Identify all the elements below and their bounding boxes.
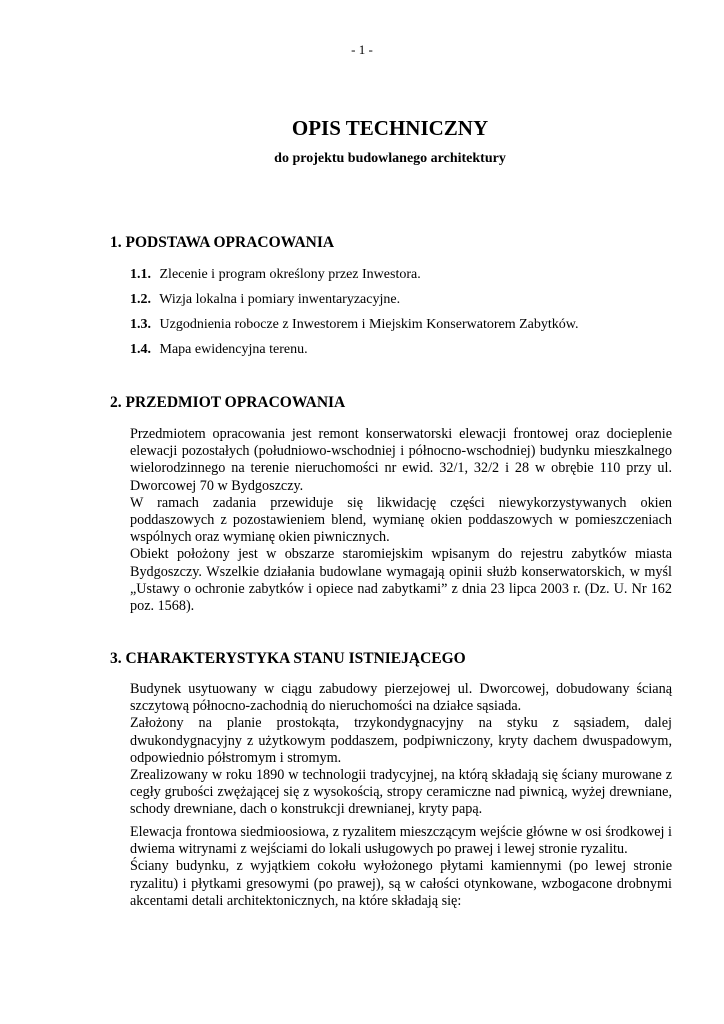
paragraph: W ramach zadania przewiduje się likwidację części niewykorzystywanych okien poddaszowych z pozostawieniem blend, wymianę okien poddaszowych w pomieszczeniach wspólnych oraz wymianę okien piwnicznych. <box>130 494 672 546</box>
section-2-body <box>130 426 672 615</box>
section-3-body-1 <box>130 681 672 819</box>
list-item <box>130 290 400 310</box>
paragraph: Ściany budynku, z wyjątkiem cokołu wyłożonego płytami kamiennymi (po lewej stronie ryzalitu) i płytkami gresowymi (po prawej), są w całości otynkowane, wzbogacone drobnymi akcentami detali architektonicznych, na które składają się: <box>130 858 672 909</box>
section-2-heading: 2. PRZEDMIOT OPRACOWANIA <box>110 394 346 411</box>
list-item-number: 1.1. <box>130 267 151 282</box>
section-1-heading: 1. PODSTAWA OPRACOWANIA <box>110 234 335 251</box>
document-title: OPIS TECHNICZNY <box>291 116 489 140</box>
list-item-text: Wizja lokalna i pomiary inwentaryzacyjne. <box>159 292 401 307</box>
document-subtitle: do projektu budowlanego architektury <box>274 151 506 166</box>
section-3-body-2 <box>130 824 672 910</box>
list-item-text: Uzgodnienia robocze z Inwestorem i Miejskim Konserwatorem Zabytków. <box>159 317 579 332</box>
list-item <box>130 340 308 360</box>
list-item-number: 1.3. <box>130 317 151 332</box>
section-3-heading: 3. CHARAKTERYSTYKA STANU ISTNIEJĄCEGO <box>110 650 466 667</box>
paragraph: Obiekt położony jest w obszarze staromiejskim wpisanym do rejestru zabytków miasta Bydgoszczy. Wszelkie działania budowlane wymagają opinii służb konserwatorskich, w myśl „Ustawy o ochronie zabytków i opiece nad zabytkami” z dnia 23 lipca 2003 r. (Dz. U. Nr 162 poz. 1568). <box>130 546 672 615</box>
list-item-text: Zlecenie i program określony przez Inwestora. <box>159 267 421 282</box>
list-item <box>130 315 578 335</box>
list-item <box>130 265 421 285</box>
paragraph: Budynek usytuowany w ciągu zabudowy pierzejowej ul. Dworcowej, dobudowany ścianą szczytową północno-zachodnią do nieruchomości na działce sąsiada. <box>130 681 672 715</box>
paragraph: Zrealizowany w roku 1890 w technologii tradycyjnej, na którą składają się ściany murowane z cegły grubości zwężającej się z wysokością, stropy ceramiczne nad piwnicą, wyżej drewniane, schody drewniane, dach o konstrukcji drewnianej, kryty papą. <box>130 767 672 818</box>
page-number: - 1 - <box>351 42 373 57</box>
list-item-number: 1.4. <box>130 342 151 357</box>
list-item-text: Mapa ewidencyjna terenu. <box>159 342 308 357</box>
paragraph: Założony na planie prostokąta, trzykondygnacyjny na styku z sąsiadem, dalej dwukondygnacyjny z użytkowym poddaszem, podpiwniczony, kryty dachem dwuspadowym, odpowiednio półstromym i stromym. <box>130 715 672 766</box>
paragraph: Elewacja frontowa siedmioosiowa, z ryzalitem mieszczącym wejście główne w osi środkowej i dwiema witrynami z wejściami do lokali usługowych po prawej i lewej stronie ryzalitu. <box>130 824 672 858</box>
paragraph: Przedmiotem opracowania jest remont konserwatorski elewacji frontowej oraz docieplenie elewacji pozostałych (południowo-wschodniej i północno-wschodniej) budynku mieszkalnego wielorodzinnego na terenie nieruchomości nr ewid. 32/1, 32/2 i 28 w obrębie 110 przy ul. Dworcowej 70 w Bydgoszczy. <box>130 426 672 494</box>
list-item-number: 1.2. <box>130 292 151 307</box>
